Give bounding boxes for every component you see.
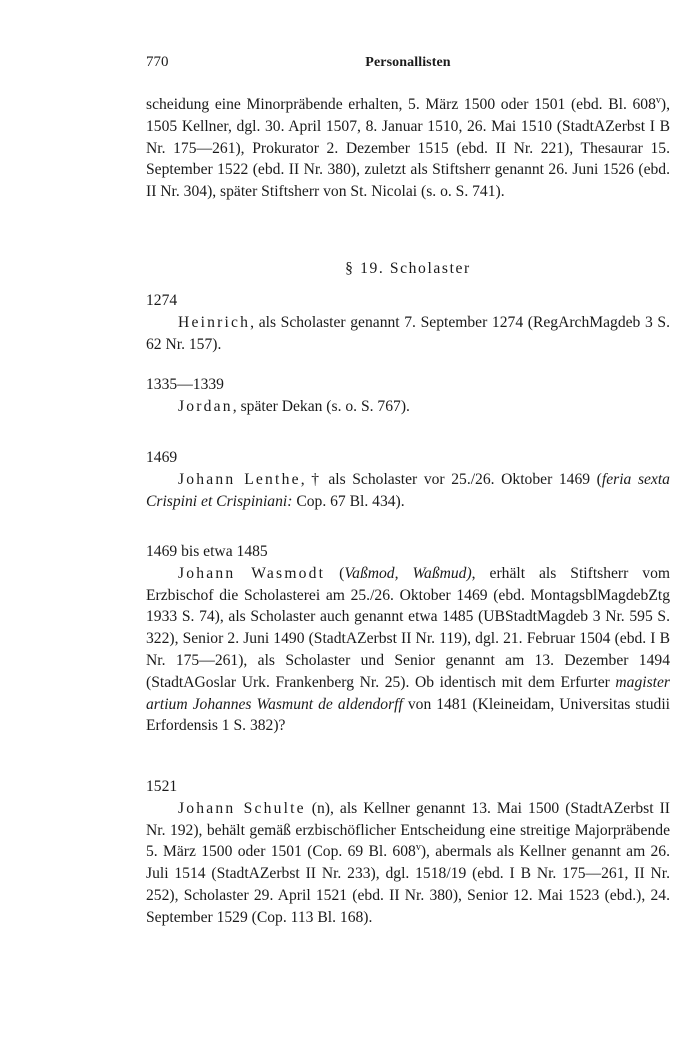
page-number: 770 bbox=[146, 54, 169, 70]
intro-superscript: v bbox=[655, 94, 661, 106]
entry-date: 1469 bbox=[146, 449, 178, 466]
entry-name-variants: Vaßmod, Waßmud) bbox=[344, 564, 472, 582]
intro-text-end: ), 1505 Kellner, dgl. 30. April 1507, 8. Januar 1510, 26. Mai 1510 (StadtAZerbst I B Nr. 175—261), Prokurator 2. Dezember 1515 (ebd. II Nr. 221), Thesaurar 15. September 1522 (ebd. II Nr. 380), zuletzt als Stiftsherr genannt 26. Juni 1526 (ebd. II Nr. 304), später Stiftsherr von St. Nicolai (s. o. S. 741). bbox=[146, 96, 670, 201]
entry-1469-1485 bbox=[146, 541, 670, 737]
entry-1335-1339 bbox=[146, 374, 670, 418]
entry-superscript: v bbox=[415, 842, 421, 854]
section-heading-block bbox=[146, 258, 670, 280]
entry-latin-phrase: magister artium Johannes Wasmunt de aldendorff bbox=[146, 673, 670, 713]
entry-body-end: ), abermals als Kellner genannt am 26. Juli 1514 (StadtAZerbst II Nr. 233), dgl. 1518/19 (ebd. I B Nr. 175—261, II Nr. 252), Scholaster 29. April 1521 (ebd. II Nr. 380), Senior 12. Mai 1523 (ebd.), 24. September 1529 (Cop. 113 Bl. 168). bbox=[146, 843, 670, 926]
entry-body: , als Scholaster genannt 7. September 1274 (RegArchMagdeb 3 S. 62 Nr. 157). bbox=[146, 313, 670, 353]
entry-text bbox=[146, 563, 670, 737]
intro-paragraph-block bbox=[146, 94, 670, 203]
entry-body: , † als Scholaster vor 25./26. Oktober 1469 ( bbox=[300, 470, 602, 488]
running-head: Personallisten bbox=[365, 55, 451, 70]
page-header bbox=[146, 52, 670, 74]
entry-text bbox=[146, 396, 670, 418]
entry-text bbox=[146, 469, 670, 513]
intro-text-start: scheidung eine Minorpräbende erhalten, 5. März 1500 oder 1501 (ebd. Bl. 608 bbox=[146, 96, 656, 113]
entry-date: 1521 bbox=[146, 778, 178, 795]
entry-date: 1274 bbox=[146, 292, 178, 309]
entry-body-middle: , erhält als Stiftsherr vom Erzbischof die Scholasterei am 25./26. Oktober 1469 (ebd. MontagsblMagdebZtg 1933 S. 74), als Scholaster auch genannt etwa 1485 (UBStadtMagdeb 3 Nr. 595 S. 322), Senior 2. Juni 1490 (StadtAZerbst II Nr. 119), dgl. 21. Februar 1504 (ebd. I B Nr. 175—261), als Scholaster und Senior genannt am 13. Dezember 1494 (StadtAGoslar Urk. Frankenberg Nr. 25). Ob identisch mit dem Erfurter bbox=[146, 564, 671, 691]
entry-date: 1335—1339 bbox=[146, 376, 224, 393]
entry-text bbox=[146, 798, 670, 929]
entry-latin-phrase: feria sexta Crispini et Crispiniani: bbox=[146, 470, 670, 510]
entry-person-name: Johann Lenthe bbox=[178, 470, 301, 488]
entry-person-name: Johann Schulte bbox=[178, 799, 306, 817]
intro-paragraph bbox=[146, 94, 670, 203]
section-title: § 19. Scholaster bbox=[345, 260, 471, 277]
entry-person-name: Johann Wasmodt bbox=[178, 564, 326, 582]
entry-1521 bbox=[146, 776, 670, 929]
entry-1274 bbox=[146, 290, 670, 355]
entry-date: 1469 bis etwa 1485 bbox=[146, 543, 268, 560]
entry-body: , später Dekan (s. o. S. 767). bbox=[232, 397, 410, 415]
entry-1469 bbox=[146, 447, 670, 512]
entry-text bbox=[146, 312, 670, 356]
entry-body-end: Cop. 67 Bl. 434). bbox=[292, 492, 405, 510]
entry-person-name: Jordan bbox=[178, 397, 233, 415]
entry-person-name: Heinrich bbox=[178, 313, 251, 331]
entry-body: ( bbox=[325, 564, 345, 582]
entry-body: (n), als Kellner genannt 13. Mai 1500 (StadtAZerbst II Nr. 192), behält gemäß erzbischöflicher Entscheidung eine streitige Majorpräbende 5. März 1500 oder 1501 (Cop. 69 Bl. 608 bbox=[146, 799, 670, 861]
entry-body-end: von 1481 (Kleineidam, Universitas studii Erfordensis 1 S. 382)? bbox=[146, 695, 670, 735]
